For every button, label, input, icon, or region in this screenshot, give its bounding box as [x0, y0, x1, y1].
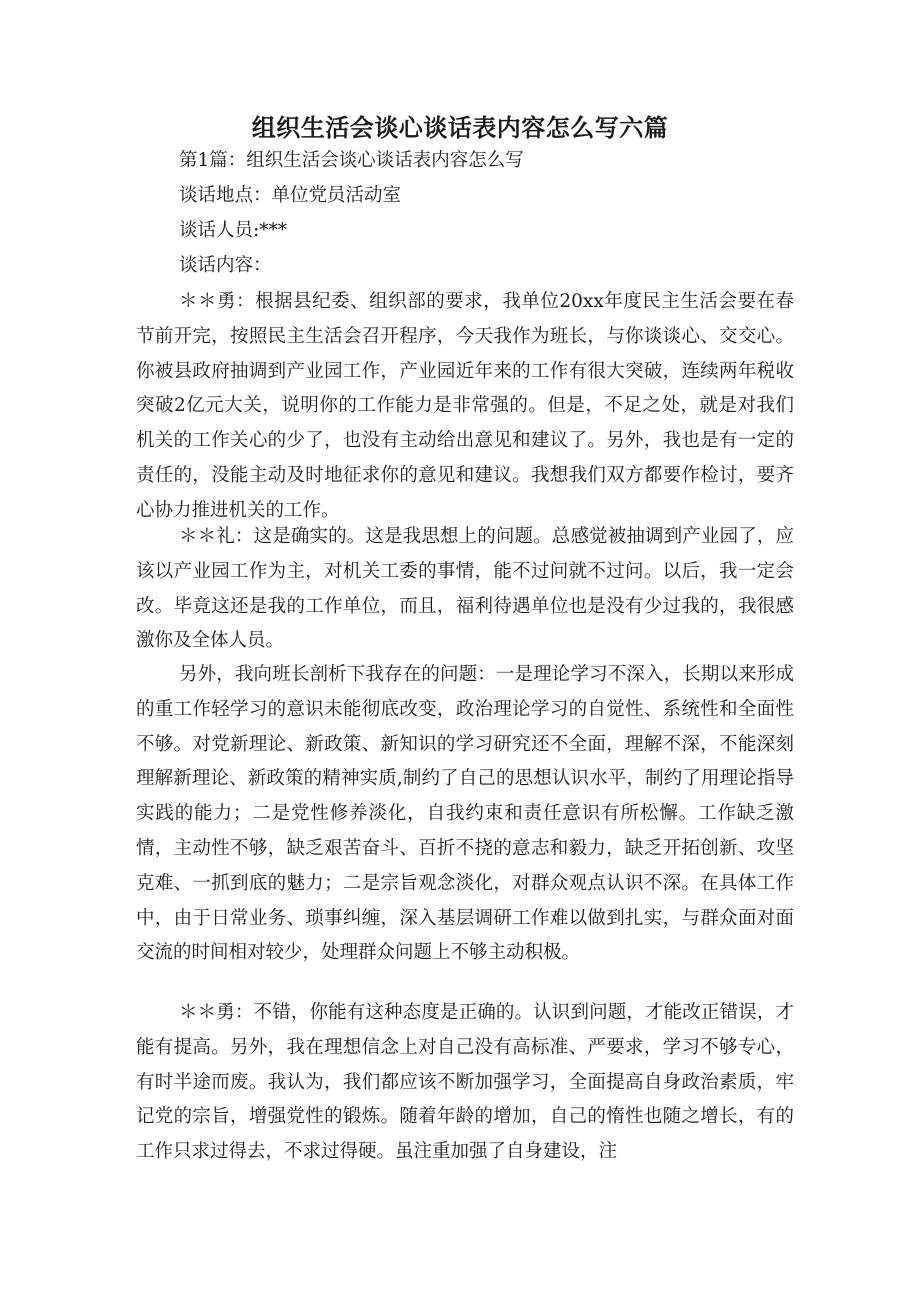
meeting-location: 谈话地点：单位党员活动室 [179, 185, 402, 206]
dialogue-paragraph-2: ＊＊礼：这是确实的。这是我思想上的问题。总感觉被抽调到产业园了，应该以产业园工作为主，对机关工委的事情，能不过问就不过问。以后，我一定会改。毕竟这还是我的工作单位，而且，福利待遇单位也是没有少过我的，我很感激你及全体人员。 [136, 526, 794, 652]
dialogue-paragraph-1: ＊＊勇：根据县纪委、组织部的要求，我单位20xx年度民主生活会要在春节前开完，按照民主生活会召开程序，今天我作为班长，与你谈谈心、交交心。你被县政府抽调到产业园工作，产业园近年来的工作有很大突破，连续两年税收突破2亿元大关，说明你的工作能力是非常强的。但是，不足之处，就是对我们机关的工作关心的少了，也没有主动给出意见和建议了。另外，我也是有一定的责任的，没能主动及时地征求你的意见和建议。我想我们双方都要作检讨，要齐心协力推进机关的工作。 [136, 291, 794, 521]
dialogue-paragraph-3: 另外，我向班长剖析下我存在的问题：一是理论学习不深入，长期以来形成的重工作轻学习的意识未能彻底改变，政治理论学习的自觉性、系统性和全面性不够。对党新理论、新政策、新知识的学习研究还不全面，理解不深，不能深刻理解新理论、新政策的精神实质,制约了自己的思想认识水平，制约了用理论指导实践的能力；二是党性修养淡化，自我约束和责任意识有所松懈。工作缺乏激情，主动性不够，缺乏艰苦奋斗、百折不挠的意志和毅力，缺乏开拓创新、攻坚克难、一抓到底的魅力；二是宗旨观念淡化，对群众观点认识不深。在具体工作中，由于日常业务、琐事纠缠，深入基层调研工作难以做到扎实，与群众面对面交流的时间相对较少，处理群众问题上不够主动积极。 [136, 664, 794, 964]
section-heading: 第1篇：组织生活会谈心谈话表内容怎么写 [179, 150, 524, 171]
meeting-persons: 谈话人员:*** [179, 220, 287, 241]
dialogue-paragraph-4: ＊＊勇：不错，你能有这种态度是正确的。认识到问题，才能改正错误，才能有提高。另外，我在理想信念上对自己没有高标准、严要求，学习不够专心，有时半途而废。我认为，我们都应该不断加强学习，全面提高自身政治素质，牢记党的宗旨，增强党性的锻炼。随着年龄的增加，自己的惰性也随之增长，有的工作只求过得去，不求过得硬。虽注重加强了自身建设，注 [136, 1002, 794, 1163]
content-label: 谈话内容： [179, 255, 272, 276]
document-title: 组织生活会谈心谈话表内容怎么写六篇 [251, 114, 669, 142]
